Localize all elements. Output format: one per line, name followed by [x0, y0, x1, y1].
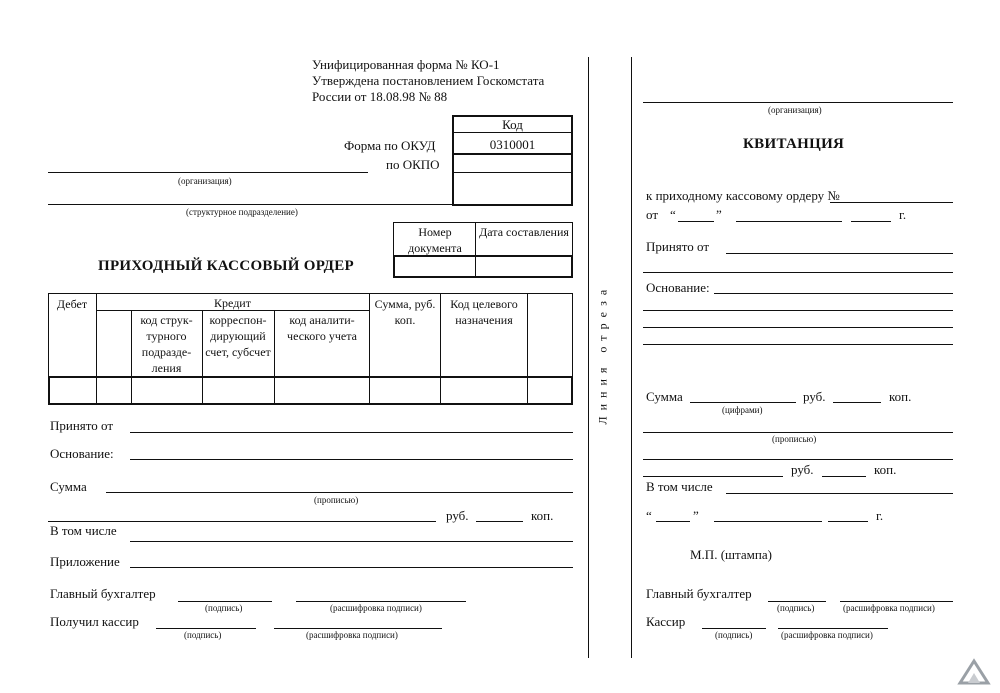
code-label: Код: [502, 117, 523, 132]
including-field[interactable]: [130, 541, 573, 542]
receipt-to-order-label: к приходному кассовому ордеру №: [646, 188, 840, 203]
cut-line-right: [631, 57, 632, 658]
doc-number-field[interactable]: [396, 258, 473, 275]
col-debit: Дебет: [56, 297, 88, 311]
receipt-year-field[interactable]: [851, 221, 891, 222]
receipt-sum-label: Сумма: [646, 389, 683, 404]
receipt-cashier-decode-caption: (расшифровка подписи): [781, 630, 873, 640]
rub-label: руб.: [446, 508, 469, 523]
receipt-digits-caption: (цифрами): [722, 405, 763, 415]
basis-field[interactable]: [130, 459, 573, 460]
receipt-cashier-signature-field[interactable]: [702, 628, 766, 629]
okud-label: Форма по ОКУД: [344, 138, 436, 153]
receipt-rub-label-2: руб.: [791, 462, 814, 477]
receipt-chief-signature-caption: (подпись): [777, 603, 815, 613]
basis-label: Основание:: [50, 446, 114, 461]
receipt-cashier-signature-caption: (подпись): [715, 630, 753, 640]
subdivision-caption: (структурное подразделение): [186, 207, 298, 217]
receipt-month-field-2[interactable]: [714, 521, 822, 522]
receipt-basis-label: Основание:: [646, 280, 710, 295]
form-approval-line: Утверждена постановлением Госкомстата: [312, 73, 545, 88]
receipt-kop-field-2[interactable]: [822, 476, 866, 477]
receipt-basis-field-3[interactable]: [643, 327, 953, 328]
chief-signature-caption: (подпись): [205, 603, 243, 613]
receipt-organization-field[interactable]: [643, 102, 953, 103]
table-data-row[interactable]: [48, 376, 573, 405]
cut-line-left: [588, 57, 589, 658]
receipt-chief-accountant-label: Главный бухгалтер: [646, 586, 752, 601]
col-sum: Сумма, руб. коп.: [374, 297, 436, 327]
doc-date-label: Дата составления: [479, 225, 569, 239]
cashier-signature-caption: (подпись): [184, 630, 222, 640]
receipt-received-from-field-2[interactable]: [643, 272, 953, 273]
receipt-chief-decode-field[interactable]: [840, 601, 953, 602]
kop-field[interactable]: [476, 521, 523, 522]
receipt-organization-caption: (организация): [768, 105, 822, 115]
cashier-received-label: Получил кассир: [50, 614, 139, 629]
attachment-label: Приложение: [50, 554, 120, 569]
receipt-chief-signature-field[interactable]: [768, 601, 826, 602]
sum-label: Сумма: [50, 479, 87, 494]
chief-signature-field[interactable]: [178, 601, 272, 602]
col-analytics-code: код аналити-ческого учета: [287, 313, 357, 343]
receipt-words-caption: (прописью): [772, 434, 817, 444]
receipt-received-from-field[interactable]: [726, 253, 953, 254]
okpo-label: по ОКПО: [386, 157, 440, 172]
chief-signature-decode-field[interactable]: [296, 601, 466, 602]
receipt-sum-words-field-2[interactable]: [643, 459, 953, 460]
receipt-basis-field-2[interactable]: [643, 310, 953, 311]
receipt-day-field-2[interactable]: [656, 521, 690, 522]
chief-decode-caption: (расшифровка подписи): [330, 603, 422, 613]
receipt-year-label-2: г.: [876, 508, 884, 523]
sum-words-caption: (прописью): [314, 495, 359, 505]
receipt-kop-label: коп.: [889, 389, 912, 404]
receipt-rub-label: руб.: [803, 389, 826, 404]
receipt-quote-open: “: [670, 207, 676, 222]
cashier-signature-field[interactable]: [156, 628, 256, 629]
receipt-year-label: г.: [899, 207, 907, 222]
receipt-kop-field[interactable]: [833, 402, 881, 403]
sum-words-field[interactable]: [106, 492, 573, 493]
received-from-field[interactable]: [130, 432, 573, 433]
cut-line-label: Линия отреза: [595, 283, 610, 425]
form-number-line: Унифицированная форма № КО-1: [312, 57, 500, 72]
kop-label: коп.: [531, 508, 554, 523]
receipt-including-label: В том числе: [646, 479, 713, 494]
subdivision-field[interactable]: [48, 204, 452, 205]
receipt-basis-field[interactable]: [714, 293, 953, 294]
receipt-day-field[interactable]: [678, 221, 714, 222]
col-credit: Кредит: [214, 296, 251, 310]
col-subdivision-code: код струк-турного подразде-ления: [140, 313, 193, 375]
receipt-order-number-field[interactable]: [830, 202, 953, 203]
receipt-cashier-decode-field[interactable]: [778, 628, 888, 629]
watermark-logo-icon: [956, 657, 992, 687]
cashier-decode-field[interactable]: [274, 628, 442, 629]
form-approval-date: России от 18.08.98 № 88: [312, 89, 448, 104]
chief-accountant-label: Главный бухгалтер: [50, 586, 156, 601]
receipt-quote-open-2: “: [646, 508, 652, 523]
receipt-sum-words-field-3[interactable]: [643, 476, 783, 477]
receipt-sum-words-field[interactable]: [643, 432, 953, 433]
receipt-sum-digits-field[interactable]: [690, 402, 796, 403]
receipt-stamp-label: М.П. (штампа): [690, 547, 772, 562]
attachment-field[interactable]: [130, 567, 573, 568]
organization-field[interactable]: [48, 172, 368, 173]
organization-caption: (организация): [178, 176, 232, 186]
col-corr-account: корреспон-дирующий счет, субсчет: [205, 313, 271, 359]
cashier-decode-caption: (расшифровка подписи): [306, 630, 398, 640]
receipt-from-label: от: [646, 207, 659, 222]
receipt-cashier-label: Кассир: [646, 614, 686, 629]
receipt-basis-field-4[interactable]: [643, 344, 953, 345]
order-title: ПРИХОДНЫЙ КАССОВЫЙ ОРДЕР: [98, 258, 354, 274]
okud-value[interactable]: 0310001: [489, 137, 536, 152]
code-extra-field[interactable]: [454, 175, 571, 204]
doc-date-field[interactable]: [478, 258, 571, 275]
col-purpose-code: Код целевого назначения: [450, 297, 518, 327]
sum-words-field-2[interactable]: [48, 521, 436, 522]
receipt-month-field[interactable]: [736, 221, 842, 222]
receipt-chief-decode-caption: (расшифровка подписи): [843, 603, 935, 613]
including-label: В том числе: [50, 523, 117, 538]
received-from-label: Принято от: [50, 418, 114, 433]
receipt-year-field-2[interactable]: [828, 521, 868, 522]
receipt-including-field[interactable]: [726, 493, 953, 494]
receipt-title: КВИТАНЦИЯ: [743, 136, 845, 152]
doc-number-label: Номер документа: [408, 225, 462, 255]
okpo-field[interactable]: [454, 156, 571, 171]
receipt-received-from-label: Принято от: [646, 239, 710, 254]
receipt-quote-close: ”: [716, 207, 722, 222]
receipt-kop-label-2: коп.: [874, 462, 897, 477]
receipt-quote-close-2: ”: [693, 508, 699, 523]
